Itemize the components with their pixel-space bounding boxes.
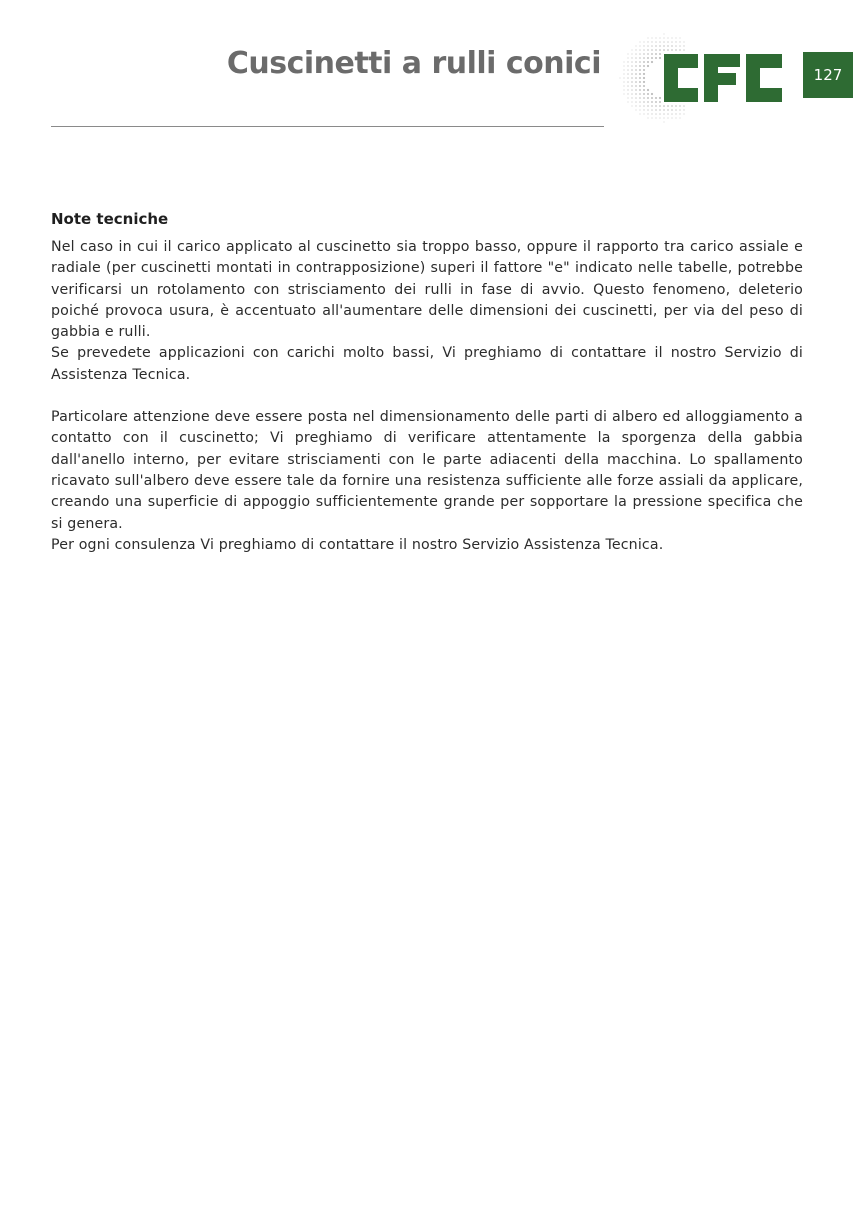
logo-letter-c1 — [664, 54, 698, 102]
logo-dot — [675, 113, 676, 114]
logo-dot — [631, 73, 633, 75]
logo-dot — [639, 65, 641, 67]
logo-dot — [683, 113, 684, 114]
logo-dot — [635, 97, 637, 99]
logo-dot — [631, 49, 632, 50]
logo-dot — [643, 69, 645, 71]
logo-dot — [623, 69, 624, 70]
logo-dot — [627, 101, 628, 102]
logo-dot — [671, 45, 673, 47]
logo-dot — [635, 45, 636, 46]
logo-dot — [647, 97, 649, 99]
logo-dot — [635, 53, 637, 55]
logo-dot — [663, 113, 665, 115]
logo-dot — [643, 77, 645, 79]
logo-dot — [679, 45, 681, 47]
logo-dot — [655, 113, 657, 115]
logo-dot — [659, 101, 661, 103]
logo-dot — [651, 117, 652, 118]
logo-dot — [619, 77, 620, 78]
logo-dot — [647, 37, 648, 38]
page-number-badge — [803, 52, 853, 98]
logo-dot — [655, 45, 657, 47]
logo-dot — [635, 57, 637, 59]
logo-dot — [647, 101, 649, 103]
logo-dot — [639, 41, 640, 42]
logo-dot — [655, 101, 657, 103]
logo-dot — [639, 49, 641, 51]
logo-dot — [671, 113, 673, 115]
logo-dot — [659, 97, 661, 99]
logo-dot — [631, 65, 633, 67]
logo-dot — [651, 101, 653, 103]
logo-dot — [631, 85, 633, 87]
paragraph: Nel caso in cui il carico applicato al cuscinetto sia troppo basso, oppure il rapporto tra carico assiale e radiale (per cuscinetti montati in contrapposizione) superi il fattore "e" indicato nelle tabelle, potrebbe verificarsi un rotolamento con strisciamento dei rulli in fase di avvio. Questo fenomeno, deleterio poiché provoca usura, è accentuato all'aumentare delle dimensioni dei cuscinetti, per via del peso di gabbia e rulli. — [51, 239, 803, 341]
logo-dot — [667, 105, 669, 107]
logo-dot — [651, 97, 653, 99]
logo-dot — [643, 97, 645, 99]
logo-dot — [663, 37, 664, 38]
logo-dot — [639, 57, 641, 59]
logo-letters — [664, 54, 782, 102]
logo-dot — [667, 45, 669, 47]
page-title: Cuscinetti a rulli conici — [226, 46, 601, 81]
logo-dot — [631, 61, 633, 63]
logo-dot — [659, 109, 661, 111]
logo-dot — [647, 65, 649, 67]
logo-dot — [675, 45, 677, 47]
logo-dot — [635, 65, 637, 67]
logo-dot — [683, 109, 684, 110]
logo-dot — [647, 113, 648, 114]
logo-dot — [639, 105, 641, 107]
logo-dot — [623, 77, 624, 78]
logo-dot — [671, 37, 672, 38]
logo-dot — [675, 109, 677, 111]
logo-dot — [635, 89, 637, 91]
logo-dot — [671, 109, 673, 111]
logo-dot — [663, 121, 664, 122]
logo-dot — [627, 61, 628, 62]
logo-dot — [647, 57, 649, 59]
logo-dot — [643, 89, 645, 91]
logo-dot — [659, 41, 661, 43]
logo-dot — [647, 117, 648, 118]
logo-dot — [667, 117, 668, 118]
logo-dot — [631, 101, 632, 102]
logo-dot — [647, 93, 649, 95]
logo-dot — [627, 65, 628, 66]
logo-dot — [663, 45, 665, 47]
logo-dot — [679, 37, 680, 38]
logo-dot — [663, 109, 665, 111]
logo-dot — [643, 65, 645, 67]
logo-dot — [643, 41, 644, 42]
logo-dot — [655, 41, 657, 43]
logo-dot — [631, 57, 632, 58]
logo-dot — [651, 113, 652, 114]
logo-dot — [635, 101, 637, 103]
logo-dot — [631, 77, 633, 79]
logo-dot — [635, 77, 637, 79]
logo-dot — [623, 85, 624, 86]
logo-dot — [635, 69, 637, 71]
logo-dot — [683, 49, 685, 51]
logo-dot — [639, 113, 640, 114]
logo-dot — [671, 49, 673, 51]
paragraph: Per ogni consulenza Vi preghiamo di contattare il nostro Servizio Assistenza Tecnica. — [51, 536, 664, 553]
page-number: 127 — [813, 66, 843, 84]
logo-dot — [643, 105, 645, 107]
logo-dot — [655, 49, 657, 51]
logo-dot — [643, 85, 645, 87]
logo-dot — [647, 105, 649, 107]
logo-dot — [679, 117, 680, 118]
logo-dot — [635, 81, 637, 83]
logo-dot — [655, 105, 657, 107]
logo-dot — [643, 101, 645, 103]
logo-dot — [639, 93, 641, 95]
logo-dot — [635, 109, 636, 110]
logo-dot — [667, 109, 669, 111]
paragraph-spacer — [51, 386, 803, 407]
logo-dot — [635, 93, 637, 95]
logo-dot — [667, 37, 668, 38]
logo-dot — [623, 73, 624, 74]
logo-dot — [647, 49, 649, 51]
logo-dot — [647, 41, 648, 42]
logo-dot — [639, 61, 641, 63]
logo-dot — [631, 69, 633, 71]
logo-dot — [623, 81, 624, 82]
logo-dot — [675, 105, 677, 107]
logo-dot — [627, 97, 628, 98]
logo-dot — [639, 81, 641, 83]
logo-dot — [659, 117, 660, 118]
logo-dot — [683, 105, 685, 107]
logo-dot — [655, 37, 656, 38]
logo-dot — [639, 109, 640, 110]
logo-dot — [683, 45, 684, 46]
logo-dot — [635, 49, 636, 50]
logo-letter-f — [704, 54, 740, 102]
logo-dot — [635, 61, 637, 63]
logo-dot — [639, 73, 641, 75]
logo-dot — [663, 49, 665, 51]
logo-dot — [643, 93, 645, 95]
logo-dot — [627, 89, 628, 90]
logo-dot — [623, 65, 624, 66]
logo-letter-c2 — [746, 54, 782, 102]
logo-dot — [667, 41, 669, 43]
logo-dot — [623, 93, 624, 94]
logo-dot — [639, 89, 641, 91]
logo-dot — [631, 89, 633, 91]
logo-dot — [655, 53, 657, 55]
logo-dot — [643, 53, 645, 55]
logo-dot — [663, 105, 665, 107]
logo-dot — [647, 109, 649, 111]
logo-dot — [671, 105, 673, 107]
logo-dot — [651, 45, 653, 47]
logo-dot — [639, 69, 641, 71]
logo-dot — [643, 49, 645, 51]
logo-dot — [639, 85, 641, 87]
logo-dot — [651, 109, 653, 111]
paragraph: Particolare attenzione deve essere posta nel dimensionamento delle parti di albero ed alloggiamento a contatto con il cuscinetto; Vi preghiamo di verificare attentamente la sporgenza della gabbia dall'anello interno, per evitare strisciamenti con le parte adiacenti della macchina. Lo spallamento ricavato sull'albero deve essere tale da fornire una resistenza sufficiente alle forze assiali da applicare, creando una superficie di appoggio sufficientemente grande per sopportare la pressione specifica che si genera. — [51, 409, 803, 532]
logo-dot — [659, 49, 661, 51]
logo-dot — [639, 45, 640, 46]
logo-dot — [643, 73, 645, 75]
logo-dot — [631, 97, 632, 98]
logo-dot — [663, 41, 665, 43]
header-divider — [51, 126, 604, 127]
logo-dot — [655, 97, 657, 99]
logo-dot — [643, 45, 644, 46]
logo-dot — [643, 81, 645, 83]
logo-dot — [675, 41, 676, 42]
logo-dot — [651, 49, 653, 51]
section-heading: Note tecniche — [51, 210, 169, 228]
logo-dot — [651, 57, 653, 59]
logo-dot — [651, 53, 653, 55]
logo-dot — [675, 49, 677, 51]
logo-dot — [659, 45, 661, 47]
logo-dot — [679, 109, 681, 111]
logo-dot — [663, 117, 664, 118]
logo-dot — [647, 89, 649, 91]
logo-dot — [667, 49, 669, 51]
logo-dot — [635, 85, 637, 87]
logo-dot — [639, 97, 641, 99]
logo-dot — [627, 57, 628, 58]
logo-dot — [627, 85, 629, 87]
logo-dot — [623, 61, 624, 62]
logo-dot — [643, 61, 645, 63]
logo-dot — [627, 81, 629, 83]
logo-dot — [651, 61, 653, 63]
logo-dot — [643, 113, 644, 114]
logo-dot — [643, 109, 644, 110]
logo-dot — [679, 49, 681, 51]
logo-dot — [651, 105, 653, 107]
logo-dot — [647, 45, 649, 47]
paragraph: Se prevedete applicazioni con carichi molto bassi, Vi preghiamo di contattare il nostro Servizio di Assistenza Tecnica. — [51, 345, 803, 383]
logo-dot — [679, 41, 680, 42]
logo-dot — [639, 101, 641, 103]
logo-dot — [679, 113, 680, 114]
logo-dot — [631, 93, 633, 95]
logo-dot — [651, 37, 652, 38]
logo-dot — [643, 57, 645, 59]
logo-dot — [631, 53, 632, 54]
logo-dot — [627, 53, 628, 54]
logo-dot — [667, 113, 669, 115]
logo-dot — [659, 37, 660, 38]
logo-dot — [663, 33, 664, 34]
logo-dot — [631, 81, 633, 83]
logo-dot — [647, 61, 649, 63]
logo-dot — [627, 93, 628, 94]
logo-dot — [627, 69, 629, 71]
logo-dot — [655, 109, 657, 111]
logo-dot — [659, 57, 661, 59]
logo-dot — [659, 113, 661, 115]
technical-notes-section — [51, 210, 803, 556]
logo-dot — [659, 105, 661, 107]
logo-dot — [671, 117, 672, 118]
logo-dot — [655, 57, 657, 59]
logo-dot — [655, 117, 656, 118]
logo-dot — [623, 89, 624, 90]
logo-dot — [675, 37, 676, 38]
logo-text: CFC — [721, 130, 723, 131]
logo-dot — [627, 73, 629, 75]
logo-dot — [651, 93, 653, 95]
logo-dot — [679, 105, 681, 107]
logo-dot — [651, 41, 652, 42]
logo-dot — [635, 105, 636, 106]
logo-dot — [631, 105, 632, 106]
logo-dot — [683, 41, 684, 42]
logo-dot — [635, 73, 637, 75]
logo-dot — [675, 117, 676, 118]
cfc-logo — [612, 30, 802, 140]
logo-dot — [647, 53, 649, 55]
logo-dot — [639, 77, 641, 79]
logo-dot — [627, 77, 629, 79]
logo-dot — [639, 53, 641, 55]
logo-dot — [671, 41, 673, 43]
logo-dot — [659, 53, 661, 55]
